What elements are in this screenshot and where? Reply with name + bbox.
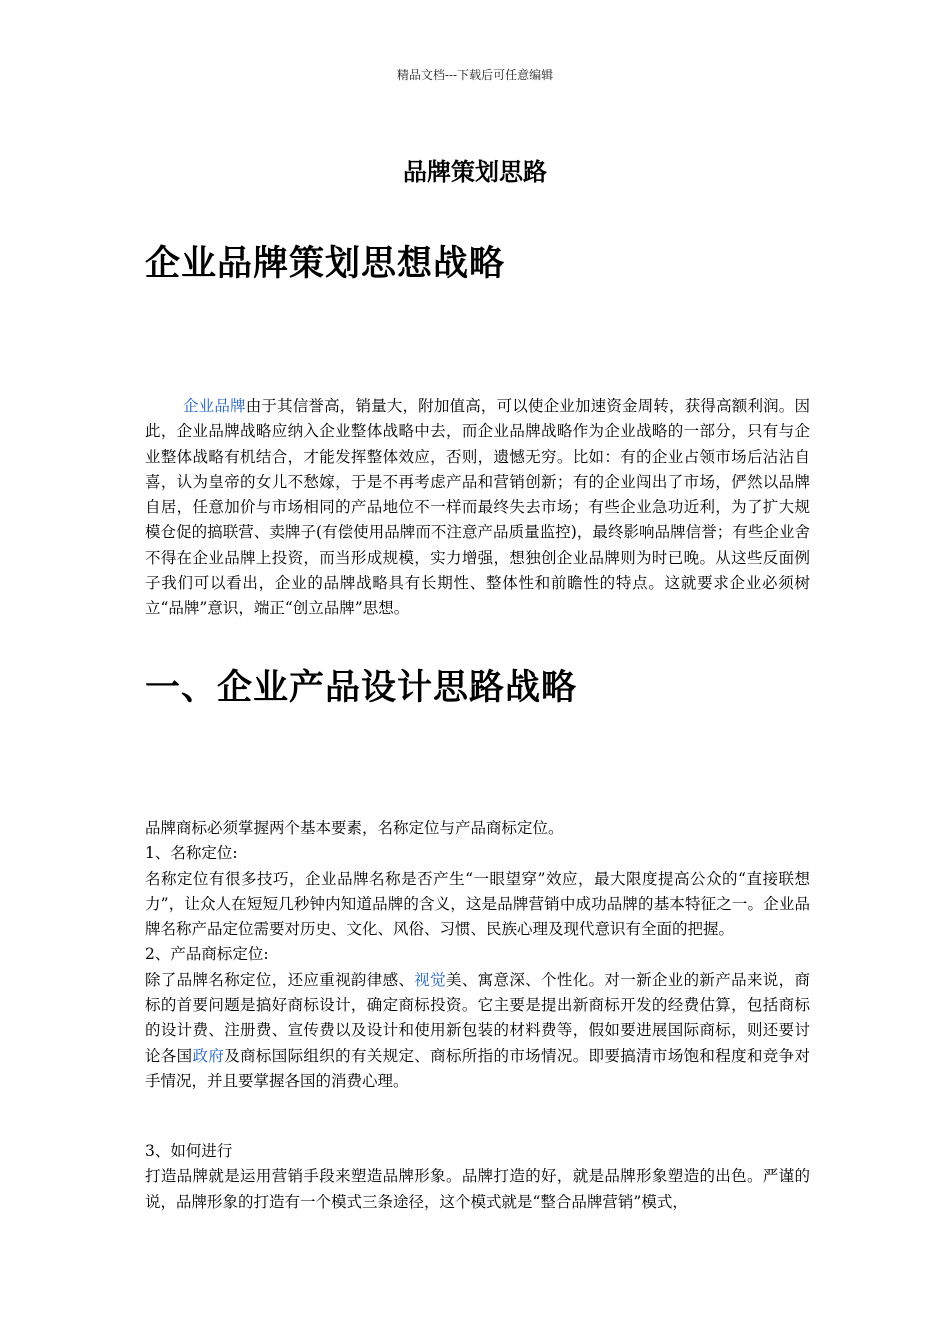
product-design-body	[145, 816, 810, 1094]
enterprise-brand-link[interactable]: 企业品牌	[183, 397, 246, 415]
item3-title: 3、如何进行	[145, 1142, 233, 1160]
item2-text	[145, 968, 810, 1094]
section-heading-product-design: 一、企业产品设计思路战略	[145, 667, 578, 708]
brand-strategy-paragraph	[145, 394, 810, 622]
item2-text-c: 及商标国际组织的有关规定、商标所指的市场情况。即要搞清市场饱和程度和竞争对手情况，并且要掌握各国的消费心理。	[145, 1046, 810, 1090]
intro-text: 品牌商标必须掌握两个基本要素，名称定位与产品商标定位。	[145, 819, 564, 837]
item2-title: 2、产品商标定位:	[145, 945, 269, 964]
item1-title: 1、名称定位:	[145, 844, 238, 863]
section-heading-brand-strategy: 企业品牌策划思想战略	[145, 243, 506, 284]
item2-text-b: 美、寓意深、个性化。对一新企业的新产品来说，商标的首要问题是搞好商标设计，确定商标投资。它主要是提出新商标开发的经费估算，包括商标的设计费、注册费、宣传费以及设计和使用新包装的材料费等，假如要进展国际商标，则还要讨论各国	[145, 970, 810, 1065]
item3-text: 打造品牌就是运用营销手段来塑造品牌形象。品牌打造的好，就是品牌形象塑造的出色。严谨的说，品牌形象的打造有一个模式三条途径，这个模式就是“整合品牌营销”模式，	[145, 1167, 810, 1211]
item1-text: 名称定位有很多技巧，企业品牌名称是否产生“一眼望穿”效应，最大限度提高公众的“直接联想力”，让众人在短短几秒钟内知道品牌的含义，这是品牌营销中成功品牌的基本特征之一。企业品牌名称产品定位需要对历史、文化、风俗、习惯、民族心理及现代意识有全面的把握。	[145, 869, 810, 939]
paragraph-text: 由于其信誉高，销量大，附加值高，可以使企业加速资金周转，获得高额利润。因此，企业品牌战略应纳入企业整体战略中去，而企业品牌战略作为企业战略的一部分，只有与企业整体战略有机结合，才能发挥整体效应，否则，遗憾无穷。比如：有的企业占领市场后沾沾自喜，认为皇帝的女儿不愁嫁，于是不再考虑产品和营销创新；有的企业闯出了市场，俨然以品牌自居，任意加价与市场相同的产品地位不一样而最终失去市场；有些企业急功近利，为了扩大规模仓促的搞联营、卖牌子(有偿使用品牌而不注意产品质量监控)，最终影响品牌信誉；有些企业舍不得在企业品牌上投资，而当形成规模，实力增强，想独创企业品牌则为时已晚。从这些反面例子我们可以看出，企业的品牌战略具有长期性、整体性和前瞻性的特点。这就要求企业必须树立“品牌”意识，端正“创立品牌”思想。	[145, 397, 810, 618]
page-header: 精品文档---下载后可任意编辑	[396, 68, 554, 82]
visual-link[interactable]: 视觉	[414, 970, 446, 989]
how-to-proceed-body	[145, 1139, 810, 1215]
document-title: 品牌策划思路	[403, 157, 547, 186]
government-link[interactable]: 政府	[192, 1046, 225, 1065]
item2-text-a: 除了品牌名称定位，还应重视韵律感、	[145, 970, 415, 989]
